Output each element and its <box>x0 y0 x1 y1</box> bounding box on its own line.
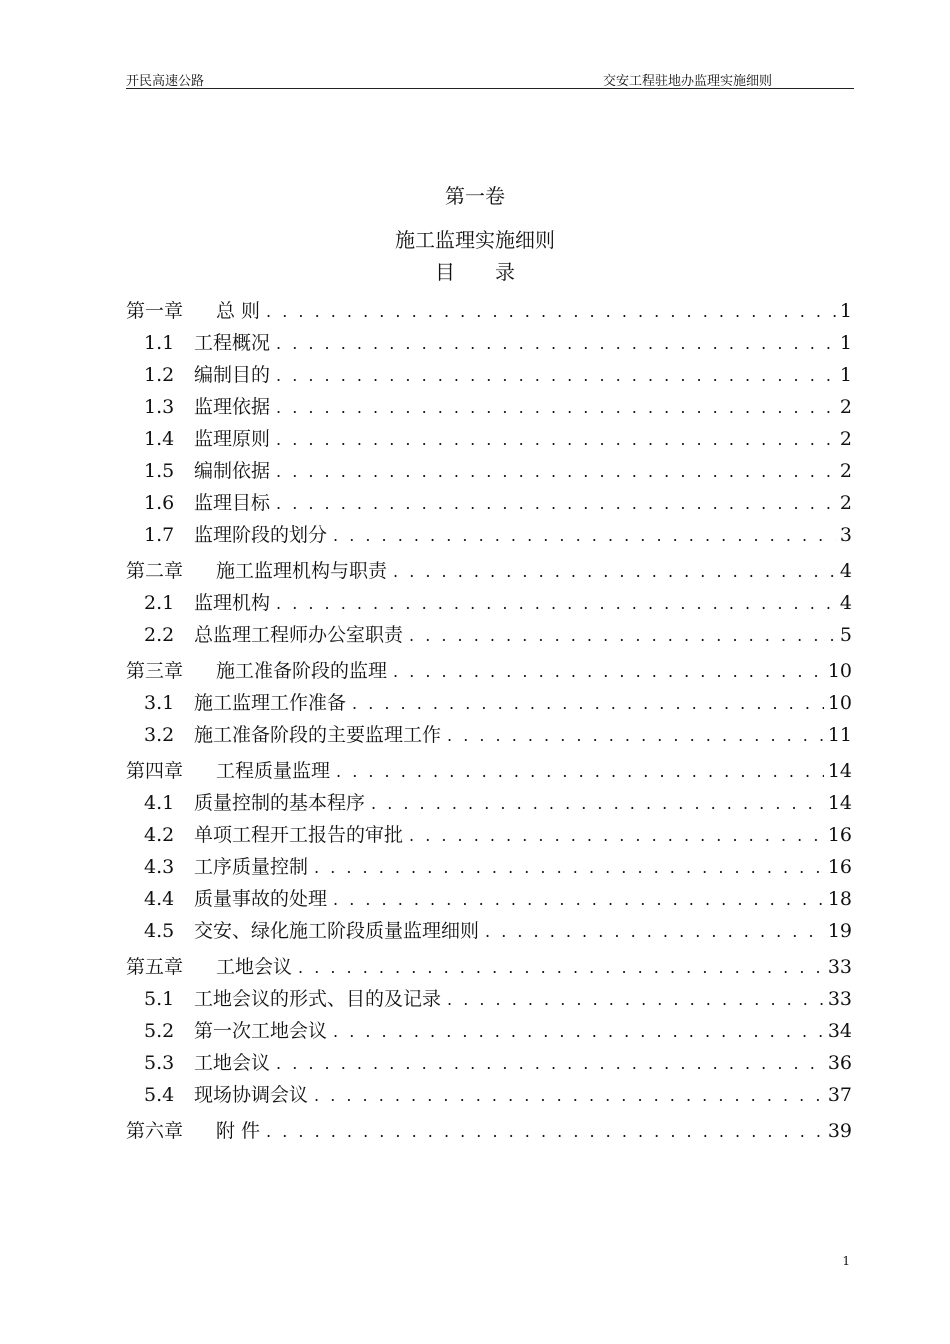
page-number: 1 <box>842 1254 850 1268</box>
toc-entry-label <box>126 296 266 323</box>
toc-entry-title: 工程概况 <box>194 332 271 354</box>
toc-entry-number: 3.1 <box>144 692 175 714</box>
toc-leader-dots <box>485 922 824 941</box>
toc-leader-dots <box>393 662 824 681</box>
toc-section-entry[interactable] <box>126 424 852 456</box>
toc-page-number: 1 <box>839 300 852 322</box>
toc-entry-title: 监理原则 <box>194 428 271 450</box>
toc-entry-label <box>144 488 276 515</box>
toc-entry-title: 质量控制的基本程序 <box>194 792 366 814</box>
toc-section-entry[interactable] <box>126 688 852 720</box>
toc-page-number: 1 <box>839 332 852 354</box>
toc-entry-label <box>126 1116 266 1143</box>
toc-chapter-entry[interactable] <box>126 756 852 788</box>
toc-entry-number: 第六章 <box>126 1120 184 1142</box>
toc-section-entry[interactable] <box>126 328 852 360</box>
toc-section-entry[interactable] <box>126 720 852 752</box>
toc-entry-number: 1.4 <box>144 428 175 450</box>
toc-leader-dots <box>276 398 836 417</box>
toc-entry-label <box>126 556 393 583</box>
toc-entry-title: 第一次工地会议 <box>194 1020 328 1042</box>
toc-entry-title: 监理阶段的划分 <box>194 524 328 546</box>
toc-section-entry[interactable] <box>126 1016 852 1048</box>
toc-section-entry[interactable] <box>126 1080 852 1112</box>
toc-entry-title: 附 件 <box>216 1120 261 1142</box>
toc-leader-dots <box>352 694 824 713</box>
toc-entry-title: 工地会议 <box>216 956 293 978</box>
toc-entry-title: 工地会议 <box>194 1052 271 1074</box>
toc-entry-number: 第二章 <box>126 560 184 582</box>
volume-label: 第一卷 <box>445 184 505 208</box>
toc-leader-dots <box>333 1022 824 1041</box>
toc-page-number: 33 <box>827 956 852 978</box>
toc-entry-label <box>144 984 447 1011</box>
toc-entry-label <box>144 1048 276 1075</box>
toc-entry-title: 监理目标 <box>194 492 271 514</box>
toc-page-number: 4 <box>839 560 852 582</box>
toc-entry-number: 第五章 <box>126 956 184 978</box>
toc-section-entry[interactable] <box>126 884 852 916</box>
toc-entry-label <box>144 1016 333 1043</box>
toc-entry-title: 施工监理工作准备 <box>194 692 347 714</box>
toc-entry-title: 工序质量控制 <box>194 856 309 878</box>
toc-section-entry[interactable] <box>126 488 852 520</box>
toc-entry-number: 2.1 <box>144 592 175 614</box>
toc-entry-title: 质量事故的处理 <box>194 888 328 910</box>
toc-leader-dots <box>276 594 836 613</box>
toc-entry-number: 第四章 <box>126 760 184 782</box>
toc-entry-number: 4.2 <box>144 824 175 846</box>
toc-entry-label <box>126 656 393 683</box>
toc-entry-number: 5.4 <box>144 1084 175 1106</box>
toc-chapter-entry[interactable] <box>126 556 852 588</box>
toc-leader-dots <box>276 430 836 449</box>
toc-entry-title: 总监理工程师办公室职责 <box>194 624 404 646</box>
toc-chapter-entry[interactable] <box>126 296 852 328</box>
toc-page-number: 14 <box>827 792 852 814</box>
toc-page-number: 2 <box>839 460 852 482</box>
toc-section-entry[interactable] <box>126 456 852 488</box>
toc-entry-number: 1.3 <box>144 396 175 418</box>
toc-entry-label <box>144 916 485 943</box>
toc-entry-number: 3.2 <box>144 724 175 746</box>
document-title: 施工监理实施细则 <box>395 228 555 252</box>
toc-entry-number: 1.5 <box>144 460 175 482</box>
toc-entry-number: 5.3 <box>144 1052 175 1074</box>
toc-page-number: 34 <box>827 1020 852 1042</box>
toc-entry-number: 4.3 <box>144 856 175 878</box>
toc-page-number: 16 <box>827 824 852 846</box>
toc-heading: 目 录 <box>435 260 515 284</box>
toc-entry-label <box>144 392 276 419</box>
toc-leader-dots <box>266 302 836 321</box>
toc-entry-title: 单项工程开工报告的审批 <box>194 824 404 846</box>
toc-section-entry[interactable] <box>126 588 852 620</box>
toc-section-entry[interactable] <box>126 820 852 852</box>
toc-entry-number: 第三章 <box>126 660 184 682</box>
toc-leader-dots <box>276 334 836 353</box>
toc-entry-title: 施工准备阶段的主要监理工作 <box>194 724 442 746</box>
toc-leader-dots <box>393 562 836 581</box>
toc-page-number: 10 <box>827 692 852 714</box>
toc-entry-number: 1.2 <box>144 364 175 386</box>
toc-entry-number: 1.6 <box>144 492 175 514</box>
toc-section-entry[interactable] <box>126 360 852 392</box>
toc-entry-number: 第一章 <box>126 300 184 322</box>
toc-section-entry[interactable] <box>126 620 852 652</box>
toc-page-number: 2 <box>839 396 852 418</box>
toc-section-entry[interactable] <box>126 916 852 948</box>
toc-entry-number: 4.1 <box>144 792 175 814</box>
toc-page-number: 18 <box>827 888 852 910</box>
toc-entry-title: 交安、绿化施工阶段质量监理细则 <box>194 920 480 942</box>
toc-entry-number: 1.1 <box>144 332 175 354</box>
toc-leader-dots <box>298 958 824 977</box>
toc-entry-label <box>144 788 371 815</box>
toc-page-number: 2 <box>839 428 852 450</box>
toc-leader-dots <box>333 526 836 545</box>
toc-section-entry[interactable] <box>126 788 852 820</box>
toc-entry-label <box>126 952 298 979</box>
toc-chapter-entry[interactable] <box>126 1116 852 1148</box>
toc-page-number: 11 <box>827 724 852 746</box>
toc-entry-title: 工程质量监理 <box>216 760 331 782</box>
toc-page-number: 16 <box>827 856 852 878</box>
toc-entry-title: 工地会议的形式、目的及记录 <box>194 988 442 1010</box>
toc-entry-label <box>144 328 276 355</box>
toc-section-entry[interactable] <box>126 984 852 1016</box>
toc-entry-label <box>144 852 314 879</box>
toc-entry-title: 编制目的 <box>194 364 271 386</box>
toc-page-number: 36 <box>827 1052 852 1074</box>
page-header <box>126 66 854 89</box>
toc-entry-label <box>144 620 409 647</box>
toc-leader-dots <box>333 890 824 909</box>
toc-entry-label <box>126 756 336 783</box>
header-document-title: 交安工程驻地办监理实施细则 <box>602 74 772 89</box>
toc-leader-dots <box>409 826 824 845</box>
toc-section-entry[interactable] <box>126 520 852 552</box>
toc-page-number: 4 <box>839 592 852 614</box>
toc-section-entry[interactable] <box>126 392 852 424</box>
toc-entry-label <box>144 688 352 715</box>
toc-page-number: 37 <box>827 1084 852 1106</box>
toc-leader-dots <box>276 366 836 385</box>
toc-leader-dots <box>276 462 836 481</box>
toc-page-number: 5 <box>839 624 852 646</box>
toc-entry-label <box>144 360 276 387</box>
toc-leader-dots <box>447 990 824 1009</box>
toc-leader-dots <box>314 858 824 877</box>
toc-entry-title: 监理机构 <box>194 592 271 614</box>
toc-entry-label <box>144 720 447 747</box>
toc-entry-number: 5.2 <box>144 1020 175 1042</box>
toc-page-number: 39 <box>827 1120 852 1142</box>
toc-page-number: 1 <box>839 364 852 386</box>
toc-entry-title: 现场协调会议 <box>194 1084 309 1106</box>
toc-entry-number: 5.1 <box>144 988 175 1010</box>
toc-entry-label <box>144 1080 314 1107</box>
toc-leader-dots <box>314 1086 824 1105</box>
toc-leader-dots <box>266 1122 824 1141</box>
toc-page-number: 2 <box>839 492 852 514</box>
toc-entry-label <box>144 820 409 847</box>
toc-entry-label <box>144 588 276 615</box>
toc-leader-dots <box>371 794 824 813</box>
toc-leader-dots <box>447 726 824 745</box>
toc-entry-label <box>144 520 333 547</box>
toc-section-entry[interactable] <box>126 852 852 884</box>
toc-entry-number: 2.2 <box>144 624 175 646</box>
toc-entry-label <box>144 884 333 911</box>
toc-page-number: 10 <box>827 660 852 682</box>
toc-page-number: 14 <box>827 760 852 782</box>
toc-leader-dots <box>276 1054 824 1073</box>
toc-entry-label <box>144 424 276 451</box>
toc-leader-dots <box>409 626 836 645</box>
toc-page-number: 33 <box>827 988 852 1010</box>
header-project-name: 开民高速公路 <box>126 74 205 89</box>
toc-page-number: 3 <box>839 524 852 546</box>
table-of-contents <box>126 292 852 1148</box>
toc-leader-dots <box>276 494 836 513</box>
toc-entry-number: 1.7 <box>144 524 175 546</box>
toc-entry-title: 编制依据 <box>194 460 271 482</box>
toc-entry-title: 监理依据 <box>194 396 271 418</box>
toc-chapter-entry[interactable] <box>126 952 852 984</box>
toc-leader-dots <box>336 762 824 781</box>
toc-chapter-entry[interactable] <box>126 656 852 688</box>
toc-entry-title: 施工监理机构与职责 <box>216 560 388 582</box>
toc-entry-title: 施工准备阶段的监理 <box>216 660 388 682</box>
toc-entry-title: 总 则 <box>216 300 261 322</box>
toc-section-entry[interactable] <box>126 1048 852 1080</box>
toc-entry-number: 4.5 <box>144 920 175 942</box>
toc-entry-number: 4.4 <box>144 888 175 910</box>
toc-entry-label <box>144 456 276 483</box>
toc-page-number: 19 <box>827 920 852 942</box>
